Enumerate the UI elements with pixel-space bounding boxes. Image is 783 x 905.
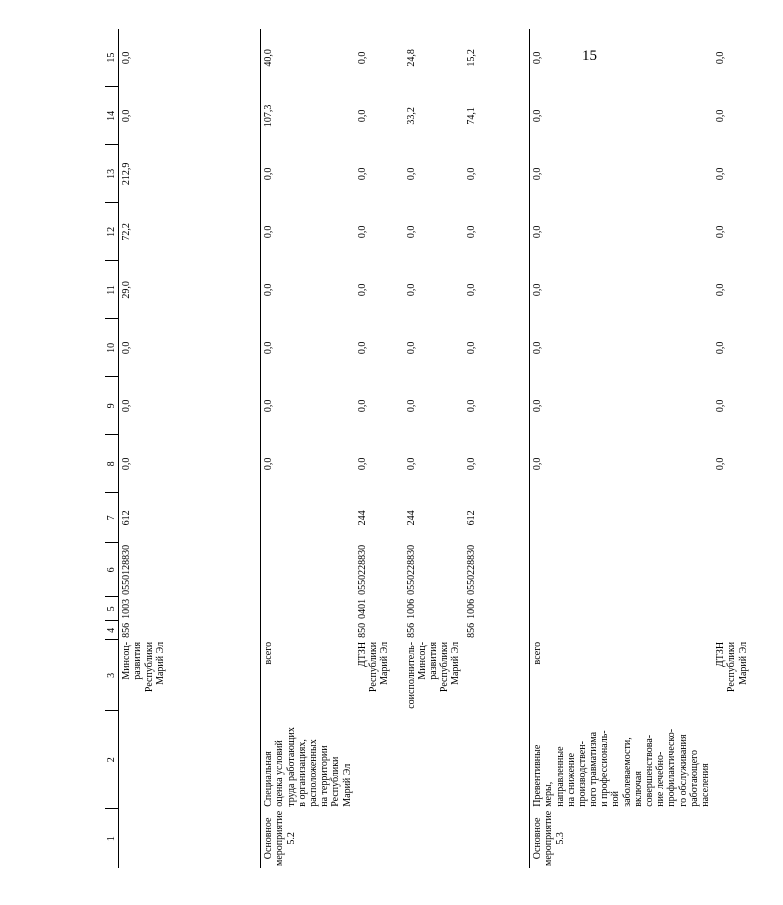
- table-row: [404, 29, 464, 868]
- cell-c3: [464, 640, 530, 711]
- page-number: 15: [582, 48, 597, 64]
- cell-value-8: 0,0: [356, 457, 368, 471]
- cell-c3: соисполнитель- Минсоц- развития Республики Марий Эл: [405, 641, 462, 709]
- cell-value-10: 0,0: [121, 341, 133, 355]
- cell-c2: Превентивные меры, направленные на снижение производствен- ного травматизма и профессиональ- ной заболеваемости, включая совершенствова- ние лечебно- профилактическо- го обслуживания работающего населения: [530, 711, 714, 809]
- cell-value-15: 0,0: [121, 51, 133, 65]
- table-row: [119, 29, 261, 868]
- cell-value-10: 0,0: [465, 341, 477, 355]
- cell-c3: всего: [530, 640, 714, 711]
- cell-value-10: 0,0: [405, 341, 417, 355]
- cell-value-13: 0,0: [465, 167, 477, 181]
- cell-value-15: 40,0: [261, 29, 355, 87]
- cell-value-9: 0,0: [121, 399, 133, 413]
- cell-c3: Минсоц- развития Республики Марий Эл: [121, 641, 166, 693]
- cell-c6: 0550228830: [356, 544, 368, 595]
- cell-c3: ДТЗН Республики Марий Эл: [715, 641, 749, 693]
- cell-c7: 244: [356, 510, 368, 526]
- cell-value-14: 0,0: [530, 87, 714, 145]
- cell-c7: 612: [465, 510, 477, 526]
- cell-c2: [713, 711, 783, 809]
- cell-c4: 850: [356, 622, 368, 638]
- cell-value-15: 0,0: [715, 51, 727, 65]
- cell-value-9: 0,0: [405, 399, 417, 413]
- cell-value-8: 0,0: [121, 457, 133, 471]
- cell-value-14: 0,0: [356, 109, 368, 123]
- cell-c2: [119, 711, 261, 809]
- cell-value-9: 0,0: [715, 399, 727, 413]
- column-header-14: 14: [105, 87, 119, 145]
- cell-value-12: 0,0: [356, 225, 368, 239]
- cell-value-11: 0,0: [530, 261, 714, 319]
- cell-c7: 244: [405, 510, 417, 526]
- cell-value-13: 0,0: [405, 167, 417, 181]
- column-header-2: 2: [105, 711, 119, 809]
- header-row: [105, 29, 119, 868]
- cell-value-15: 15,2: [465, 49, 477, 67]
- column-header-9: 9: [105, 377, 119, 435]
- budget-table: [105, 29, 783, 868]
- cell-value-9: 0,0: [261, 377, 355, 435]
- cell-c4: [530, 621, 714, 640]
- cell-value-9: 0,0: [465, 399, 477, 413]
- cell-c1: [355, 809, 404, 868]
- cell-c5: [261, 597, 355, 621]
- cell-c4: 856: [405, 622, 417, 638]
- column-header-6: 6: [105, 543, 119, 597]
- cell-c6: [530, 543, 714, 597]
- cell-c2: [355, 711, 404, 809]
- cell-value-14: 74,1: [465, 107, 477, 125]
- cell-c5: 1003: [121, 598, 133, 619]
- cell-c1: [119, 809, 261, 868]
- column-header-4: 4: [105, 621, 119, 640]
- cell-value-15: 0,0: [530, 29, 714, 87]
- cell-c6: 0550228830: [465, 544, 477, 595]
- cell-c4: 856: [465, 622, 477, 638]
- column-header-5: 5: [105, 597, 119, 621]
- cell-c5: 1006: [465, 598, 477, 619]
- cell-c1: Основное мероприятие 5.3: [530, 809, 714, 868]
- cell-c5: [713, 597, 783, 621]
- cell-value-13: 0,0: [715, 167, 727, 181]
- cell-c6: 0550228830: [405, 544, 417, 595]
- cell-value-15: 0,0: [356, 51, 368, 65]
- cell-value-14: 0,0: [121, 109, 133, 123]
- cell-value-13: 212,9: [121, 162, 133, 186]
- column-header-1: 1: [105, 809, 119, 868]
- cell-c4: [261, 621, 355, 640]
- cell-c5: [530, 597, 714, 621]
- cell-value-12: 0,0: [715, 225, 727, 239]
- column-header-13: 13: [105, 145, 119, 203]
- cell-c7: [530, 493, 714, 543]
- cell-value-13: 0,0: [356, 167, 368, 181]
- cell-value-9: 0,0: [530, 377, 714, 435]
- column-header-12: 12: [105, 203, 119, 261]
- column-header-8: 8: [105, 435, 119, 493]
- cell-c6: [261, 543, 355, 597]
- cell-value-8: 0,0: [465, 457, 477, 471]
- cell-value-11: 0,0: [715, 283, 727, 297]
- cell-c7: 612: [121, 510, 133, 526]
- cell-c7: [713, 493, 783, 543]
- cell-value-12: 0,0: [530, 203, 714, 261]
- column-header-7: 7: [105, 493, 119, 543]
- column-header-15: 15: [105, 29, 119, 87]
- cell-value-11: 29,0: [121, 281, 133, 299]
- cell-c2: Специальная оценка условий труда работающих в организациях, расположенных на территории Республики Марий Эл: [261, 711, 355, 809]
- cell-value-12: 0,0: [261, 203, 355, 261]
- cell-c5: 1006: [405, 598, 417, 619]
- column-header-10: 10: [105, 319, 119, 377]
- cell-value-12: 0,0: [405, 225, 417, 239]
- cell-value-11: 0,0: [405, 283, 417, 297]
- column-header-11: 11: [105, 261, 119, 319]
- cell-c1: Основное мероприятие 5.2: [261, 809, 355, 868]
- cell-value-12: 0,0: [465, 225, 477, 239]
- cell-c6: [713, 543, 783, 597]
- cell-value-8: 0,0: [261, 435, 355, 493]
- cell-value-8: 0,0: [530, 435, 714, 493]
- cell-c7: [261, 493, 355, 543]
- cell-c3: всего: [261, 640, 355, 711]
- cell-value-14: 107,3: [261, 87, 355, 145]
- cell-value-12: 72,2: [121, 223, 133, 241]
- cell-c3: ДТЗН Республики Марий Эл: [356, 641, 391, 693]
- cell-c6: 0550128830: [121, 544, 133, 595]
- cell-c4: [713, 621, 783, 640]
- cell-value-13: 0,0: [261, 145, 355, 203]
- table-row: [713, 29, 783, 868]
- cell-value-10: 0,0: [530, 319, 714, 377]
- cell-c4: 856: [121, 622, 133, 638]
- cell-value-8: 0,0: [405, 457, 417, 471]
- cell-value-11: 0,0: [465, 283, 477, 297]
- cell-c1: [404, 809, 464, 868]
- cell-value-15: 24,8: [405, 49, 417, 67]
- cell-value-11: 0,0: [261, 261, 355, 319]
- cell-value-13: 0,0: [530, 145, 714, 203]
- cell-value-9: 0,0: [356, 399, 368, 413]
- cell-c1: [713, 809, 783, 868]
- cell-value-11: 0,0: [356, 283, 368, 297]
- cell-value-14: 33,2: [405, 107, 417, 125]
- cell-c1: [464, 809, 530, 868]
- table-row: [355, 29, 404, 868]
- cell-value-10: 0,0: [356, 341, 368, 355]
- column-header-3: 3: [105, 640, 119, 711]
- table-row: [464, 29, 530, 868]
- cell-value-8: 0,0: [715, 457, 727, 471]
- cell-value-14: 0,0: [715, 109, 727, 123]
- table-row: [530, 29, 714, 868]
- table-row: [261, 29, 355, 868]
- cell-value-10: 0,0: [261, 319, 355, 377]
- cell-c2: [404, 711, 464, 809]
- cell-c5: 0401: [356, 598, 368, 619]
- cell-c2: [464, 711, 530, 809]
- cell-value-10: 0,0: [715, 341, 727, 355]
